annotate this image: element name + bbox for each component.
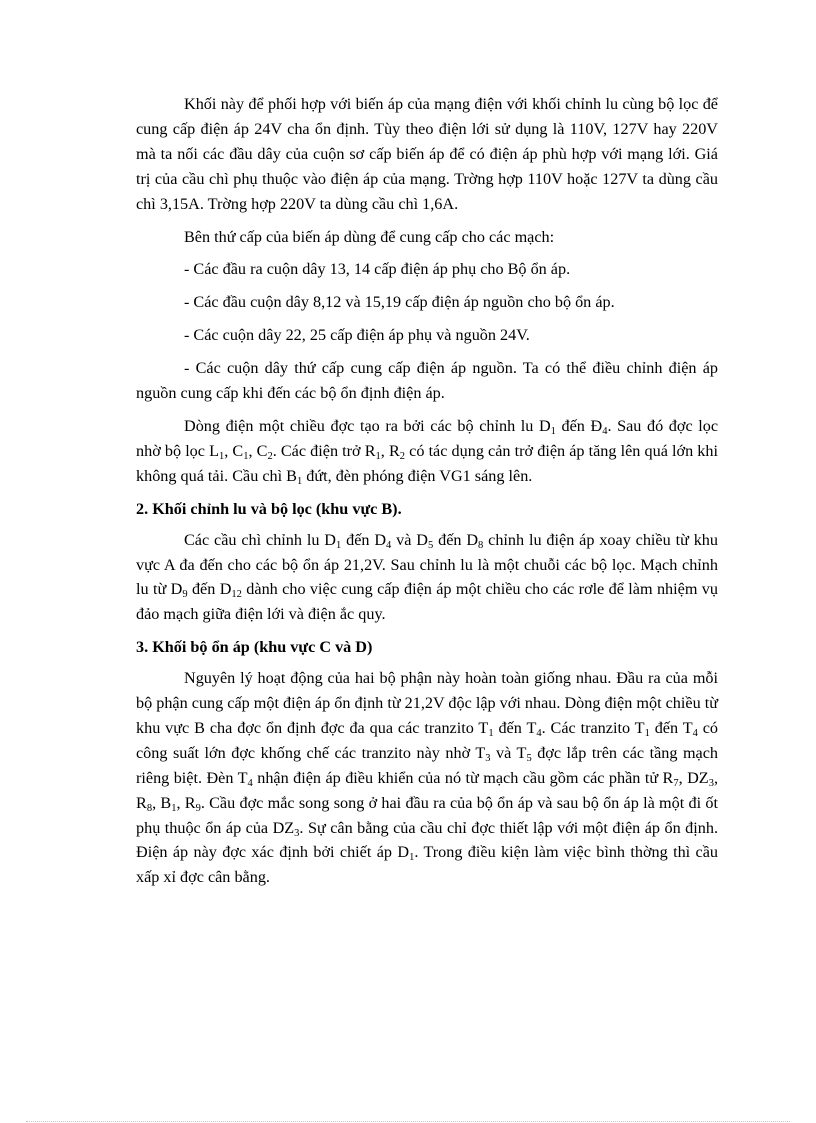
list-item-secondary-coils: - Các cuộn dây thứ cấp cung cấp điện áp nguồn. Ta có thể điều chỉnh điện áp nguồn cung cấp khi đến các bộ ổn định điện áp.	[136, 359, 718, 403]
paragraph-dc-current: Dòng điện một chiều đợc tạo ra bởi các bộ chỉnh lu $D_1$ đến $Đ_4$. Sau đó đợc lọc nhờ bộ lọc $L_1$, $C_1$, $C_2$. Các điện trở $R_1$, $R_2$ có tác dụng cản trở điện áp tăng lên quá lớn khi không quá tải. Cầu chì $B_1$ đứt, đèn phóng điện VG1 sáng lên.	[136, 416, 719, 487]
paragraph-transformer-block: Khối này để phối hợp với biến áp của mạng điện với khối chỉnh lu cùng bộ lọc để cung cấp điện áp 24V cha ổn định. Tùy theo điện lới sử dụng là 110V, 127V hay 220V mà ta nối các đầu dây của cuộn sơ cấp biến áp để có điện áp phù hợp với mạng lới. Giá trị của cầu chì phụ thuộc vào điện áp của mạng. Trờng hợp 110V hoặc 127V ta dùng cầu chì 3,15A. Trờng hợp 220V ta dùng cầu chì 1,6A.	[136, 95, 718, 213]
page-bottom-divider	[26, 1121, 790, 1122]
list-item-coil-22-25: - Các cuộn dây 22, 25 cấp điện áp phụ và nguồn 24V.	[184, 326, 530, 345]
section-heading-regulator: 3. Khối bộ ổn áp (khu vực C và D)	[136, 638, 373, 657]
list-item-coil-8-12-15-19: - Các đầu cuộn dây 8,12 và 15,19 cấp điện áp nguồn cho bộ ổn áp.	[184, 293, 615, 312]
paragraph-rectifier: Các cầu chì chỉnh lu $D_1$ đến $D_4$ và $D_5$ đến $D_8$ chỉnh lu điện áp xoay chiều từ khu vực A đa đến cho các bộ ổn áp 21,2V. Sau chỉnh lu là một chuỗi các bộ lọc. Mạch chỉnh lu từ $D_9$ đến $D_{12}$ dành cho việc cung cấp điện áp một chiều cho các rơle để làm nhiệm vụ đảo mạch giữa điện lới và điện ắc quy.	[136, 530, 718, 624]
section-heading-rectifier: 2. Khối chỉnh lu và bộ lọc (khu vực B).	[136, 499, 402, 518]
paragraph-regulator: Nguyên lý hoạt động của hai bộ phận này hoàn toàn giống nhau. Đầu ra của mỗi bộ phận cung cấp một điện áp ổn định từ 21,2V độc lập với nhau. Dòng điện một chiều từ khu vực B cha đợc ổn định đợc đa qua các tranzito $T_1$ đến $T_4$. Các tranzito $T_1$ đến $T_4$ có công suất lớn đợc khống chế các tranzito này nhờ $T_3$ và $T_5$ đợc lắp trên các tầng mạch riêng biệt. Đèn $T_4$ nhận điện áp điều khiển của nó từ mạch cầu gồm các phần tử $R_7$, $DZ_3$, $R_8$, $B_1$, $R_9$. Cầu đợc mắc song song ở hai đầu ra của bộ ổn áp và sau bộ ổn áp là một đi ốt phụ thuộc ổn áp của $DZ_3$. Sự cân bằng của cầu chỉ đợc thiết lập với một điện áp ổn định. Điện áp này đợc xác định bởi chiết áp $D_1$. Trong điều kiện làm việc bình thờng thì cầu xấp xỉ đợc cân bằng.	[136, 669, 719, 887]
paragraph-secondary-intro: Bên thứ cấp của biến áp dùng để cung cấp cho các mạch:	[184, 227, 555, 246]
list-item-coil-13-14: - Các đầu ra cuộn dây 13, 14 cấp điện áp phụ cho Bộ ổn áp.	[184, 260, 571, 279]
document-page	[136, 92, 718, 890]
